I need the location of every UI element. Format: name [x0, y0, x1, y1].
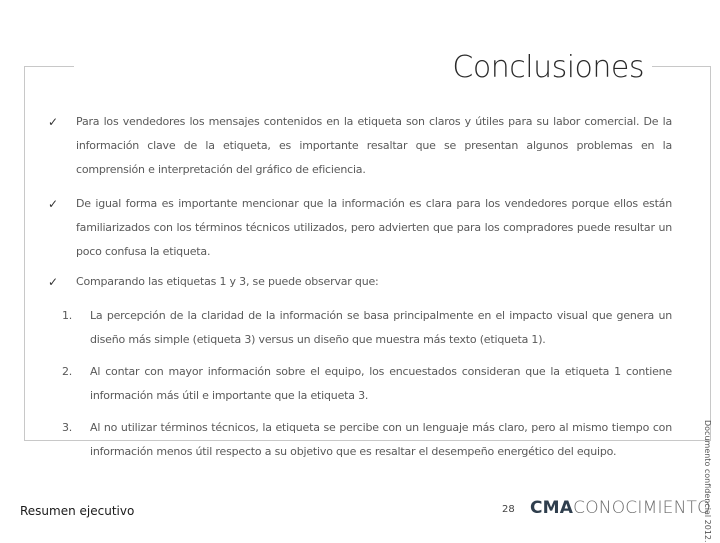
check-icon: ✓	[48, 275, 58, 289]
logo-conocimiento: CONOCIMIENTO	[573, 498, 711, 518]
numbered-text: Al no utilizar términos técnicos, la etiqueta se percibe con un lenguaje más claro, pero al mismo tiempo con información menos útil respecto a su objetivo que es resaltar el desempeño energético del equipo.	[90, 421, 672, 458]
bullet-item	[48, 270, 672, 294]
slide-title: Conclusiones	[452, 50, 644, 85]
check-icon: ✓	[48, 115, 58, 129]
page-number: 28	[502, 504, 515, 515]
company-logo	[530, 498, 711, 518]
item-number: 3.	[62, 421, 73, 434]
numbered-text: La percepción de la claridad de la información se basa principalmente en el impacto visual que genera un diseño más simple (etiqueta 3) versus un diseño que muestra más texto (etiqueta 1).	[90, 309, 672, 346]
bullet-text: Para los vendedores los mensajes contenidos en la etiqueta son claros y útiles para su labor comercial. De la información clave de la etiqueta, es importante resaltar que se presentan algunos problemas en la comprensión e interpretación del gráfico de eficiencia.	[76, 115, 672, 176]
frame-top-line	[24, 66, 74, 67]
frame-left-line	[24, 66, 25, 440]
check-icon: ✓	[48, 197, 58, 211]
numbered-item	[48, 416, 672, 464]
numbered-item	[48, 304, 672, 352]
item-number: 2.	[62, 365, 73, 378]
slide-content	[48, 110, 672, 472]
frame-right-line	[710, 66, 711, 440]
bullet-text: Comparando las etiquetas 1 y 3, se puede observar que:	[76, 275, 379, 288]
item-number: 1.	[62, 309, 73, 322]
numbered-text: Al contar con mayor información sobre el equipo, los encuestados consideran que la etiqueta 1 contiene información más útil e importante que la etiqueta 3.	[90, 365, 672, 402]
footer-section-label: Resumen ejecutivo	[20, 504, 135, 518]
logo-cma: CMA	[530, 498, 574, 518]
bullet-item	[48, 110, 672, 182]
confidential-notice: Documento confidencial 2012.	[703, 420, 712, 543]
numbered-item	[48, 360, 672, 408]
frame-top-right-line	[652, 66, 710, 67]
bullet-text: De igual forma es importante mencionar que la información es clara para los vendedores porque ellos están familiarizados con los términos técnicos utilizados, pero advierten que para los compradores puede resultar un poco confusa la etiqueta.	[76, 197, 672, 258]
bullet-item	[48, 192, 672, 264]
